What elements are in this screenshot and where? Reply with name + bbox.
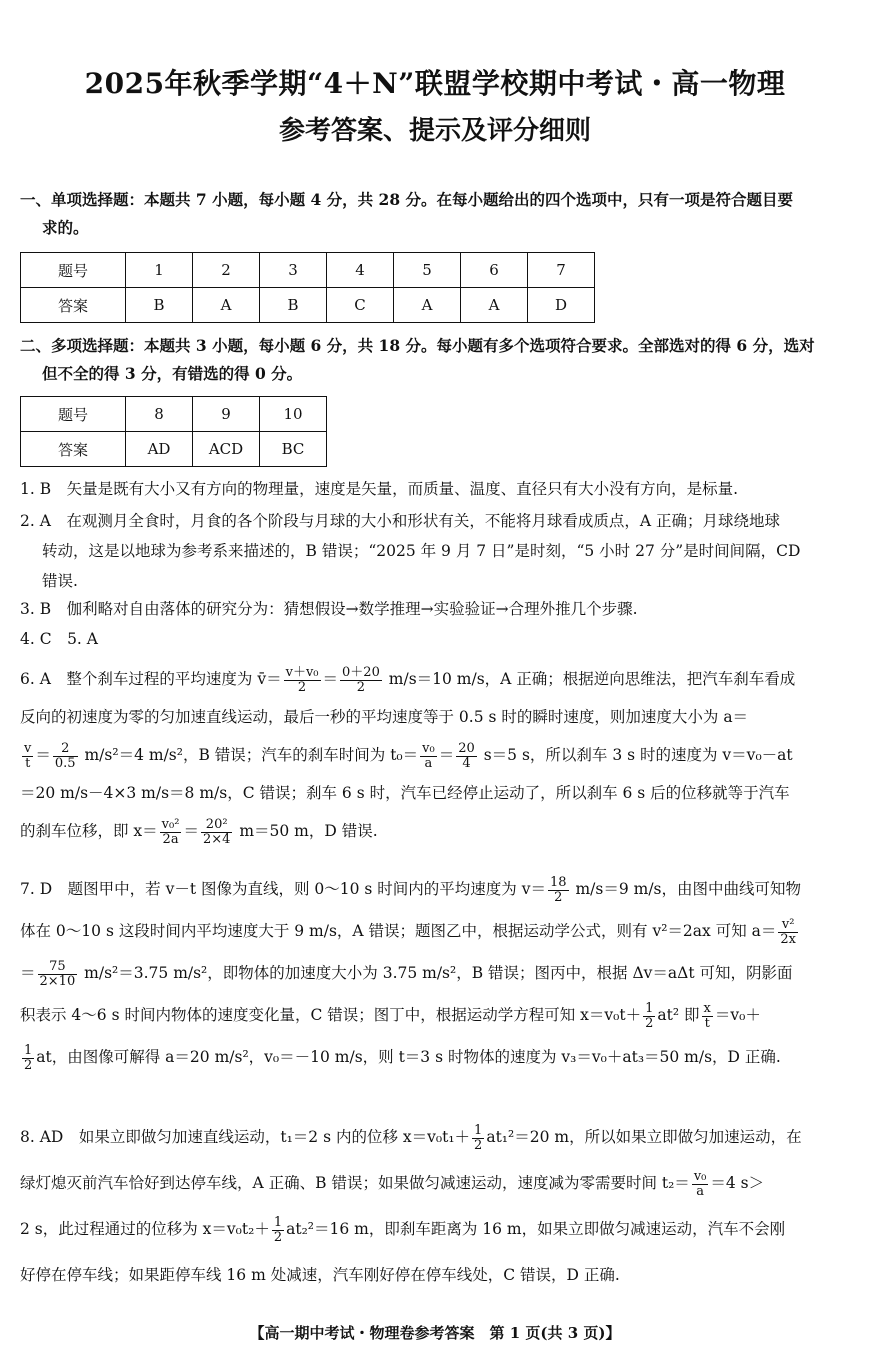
- fraction: $\frac{20}{4}$: [458, 740, 475, 771]
- fraction: $\frac{18}{2}$: [550, 874, 567, 905]
- table-cell: 4: [327, 253, 394, 288]
- table-row: [21, 397, 327, 432]
- fraction: $\frac{\text{v₀²}}{2a}$: [161, 816, 180, 847]
- section-2-heading: 二、多项选择题：本题共 3 小题，每小题 6 分，共 18 分。每小题有多个选项符合要求。全部选对的得 6 分，选对 但不全的得 3 分，有错选的得 0 分。: [20, 336, 815, 383]
- table-cell: 5: [394, 253, 461, 288]
- section-1-answer-table: [20, 252, 595, 323]
- section-1-heading: 一、单项选择题：本题共 7 小题，每小题 4 分，共 28 分。在每小题给出的四个选项中，只有一项是符合题目要 求的。: [20, 190, 794, 237]
- fraction: $\frac{75}{2\times 10}$: [39, 958, 76, 989]
- table-cell: 3: [260, 253, 327, 288]
- table-cell: A: [394, 288, 461, 323]
- fraction: $\frac{\text{v₀}}{a}$: [422, 740, 435, 771]
- page-title: 2025年秋季学期“4＋N”联盟学校期中考试・高一物理: [84, 67, 786, 100]
- table-cell: D: [528, 288, 595, 323]
- table-row: [21, 288, 595, 323]
- table-cell: 1: [126, 253, 193, 288]
- fraction: $\frac{\text{20²}}{2\times 4}$: [202, 816, 231, 847]
- table-cell: 7: [528, 253, 595, 288]
- table-cell: BC: [260, 432, 327, 467]
- fraction: $\frac{\text{v₀}}{a}$: [693, 1168, 707, 1199]
- fraction: $\frac{1}{2}$: [645, 1000, 654, 1031]
- table-cell: AD: [126, 432, 193, 467]
- fraction: $\frac{2}{0.5}$: [54, 740, 76, 771]
- table-cell: A: [193, 288, 260, 323]
- explanation-q3: 3. B 伽利略对自由落体的研究分为：猜想假设→数学推理→实验验证→合理外推几个步骤.: [20, 600, 638, 618]
- table-cell: C: [327, 288, 394, 323]
- fraction: $\frac{\text{v＋v₀}}{2}$: [285, 664, 319, 695]
- explanation-q8: 8. AD 如果立即做匀加速直线运动，t₁＝2 s 内的位移 x＝v₀t₁＋ $\frac{1}{2}$ at₁²＝20 m，所以如果立即做匀加速运动，在 绿灯熄灭前汽车恰好到达停车线，A 正确、B 错误；如果做匀减速运动，速度减为零需要时间 t₂＝ $\frac{\text{v₀}}{a}$ ＝4 s＞ 2 s，此过程通过的位移为 x＝v₀t₂＋ $\frac{1}{2}$ at₂²＝16 m，即刹车距离为 16 m，如果立即做匀减速运动，汽车不会刚 好停在停车线；如果距停车线 16 m 处减速，汽车刚好停在停车线处，C 错误，D 正确.: [20, 1122, 802, 1284]
- table-cell: B: [260, 288, 327, 323]
- explanation-q2: 2. A 在观测月全食时，月食的各个阶段与月球的大小和形状有关，不能将月球看成质点，A 正确；月球绕地球 转动，这是以地球为参考系来描述的，B 错误；“2025 年 9 月 7 日”是时刻，“5 小时 27 分”是时间间隔，CD 错误.: [20, 512, 801, 590]
- section-2-answer-table: [20, 396, 327, 467]
- fraction: $\frac{x}{t}$: [703, 1000, 711, 1031]
- table-cell: 2: [193, 253, 260, 288]
- table-cell: B: [126, 288, 193, 323]
- table-cell: A: [461, 288, 528, 323]
- table-cell: 8: [126, 397, 193, 432]
- table-header-cell: 答案: [21, 288, 126, 323]
- fraction: $\frac{1}{2}$: [474, 1122, 483, 1153]
- explanation-q6: 6. A 整个刹车过程的平均速度为 v̄＝ $\frac{\text{v＋v₀}}{2}$ ＝ $\frac{0+20}{2}$ m/s＝10 m/s，A 正确；根据逆向思维法，把汽车刹车看成 反向的初速度为零的匀加速直线运动，最后一秒的平均速度等于 0.5 s 时的瞬时速度，则加速度大小为 a＝ $\frac{v}{t}$ ＝ $\frac{2}{0.5}$ m/s²＝4 m/s²，B 错误；汽车的刹车时间为 t₀＝ $\frac{\text{v₀}}{a}$ ＝ $\frac{20}{4}$ s＝5 s，所以刹车 3 s 时的速度为 v＝v₀－at ＝20 m/s－4×3 m/s＝8 m/s，C 错误；刹车 6 s 时，汽车已经停止运动了，所以刹车 6 s 后的位移就等于汽车 的刹车位移，即 x＝ $\frac{\text{v₀²}}{2a}$ ＝ $\frac{\text{20²}}{2\times 4}$ m＝50 m，D 错误.: [20, 664, 796, 847]
- explanation-q4-q5: 4. C 5. A: [20, 630, 98, 648]
- table-cell: ACD: [193, 432, 260, 467]
- table-header-cell: 题号: [21, 253, 126, 288]
- explanation-q7: 7. D 题图甲中，若 v－t 图像为直线，则 0～10 s 时间内的平均速度为 v＝ $\frac{18}{2}$ m/s＝9 m/s，由图中曲线可知物 体在 0～10 s 这段时间内平均速度大于 9 m/s，A 错误；题图乙中，根据运动学公式，则有 v²＝2ax 可知 a＝ $\frac{\text{v²}}{2x}$ ＝ $\frac{75}{2\times 10}$ m/s²＝3.75 m/s²，即物体的加速度大小为 3.75 m/s²，B 错误；图丙中，根据 Δv＝aΔt 可知，阴影面 积表示 4～6 s 时间内物体的速度变化量，C 错误；图丁中，根据运动学方程可知 x＝v₀t＋ $\frac{1}{2}$ at² 即 $\frac{x}{t}$ ＝v₀＋ $\frac{1}{2}$ at，由图像可解得 a＝20 m/s²，v₀＝－10 m/s，则 t＝3 s 时物体的速度为 v₃＝v₀＋at₃＝50 m/s，D 正确.: [20, 874, 802, 1073]
- table-row: [21, 432, 327, 467]
- table-row: [21, 253, 595, 288]
- fraction: $\frac{1}{2}$: [24, 1042, 33, 1073]
- table-header-cell: 答案: [21, 432, 126, 467]
- fraction: $\frac{0+20}{2}$: [342, 664, 380, 695]
- fraction: $\frac{1}{2}$: [273, 1214, 283, 1245]
- explanation-q1: 1. B 矢量是既有大小又有方向的物理量，速度是矢量，而质量、温度、直径只有大小没有方向，是标量.: [20, 480, 739, 498]
- page-footer: 【高一期中考试・物理卷参考答案 第 1 页(共 3 页)】: [249, 1324, 621, 1342]
- table-cell: 6: [461, 253, 528, 288]
- page-subtitle: 参考答案、提示及评分细则: [278, 116, 591, 146]
- table-header-cell: 题号: [21, 397, 126, 432]
- fraction: $\frac{v}{t}$: [24, 740, 32, 771]
- fraction: $\frac{\text{v²}}{2x}$: [780, 916, 796, 947]
- table-cell: 10: [260, 397, 327, 432]
- table-cell: 9: [193, 397, 260, 432]
